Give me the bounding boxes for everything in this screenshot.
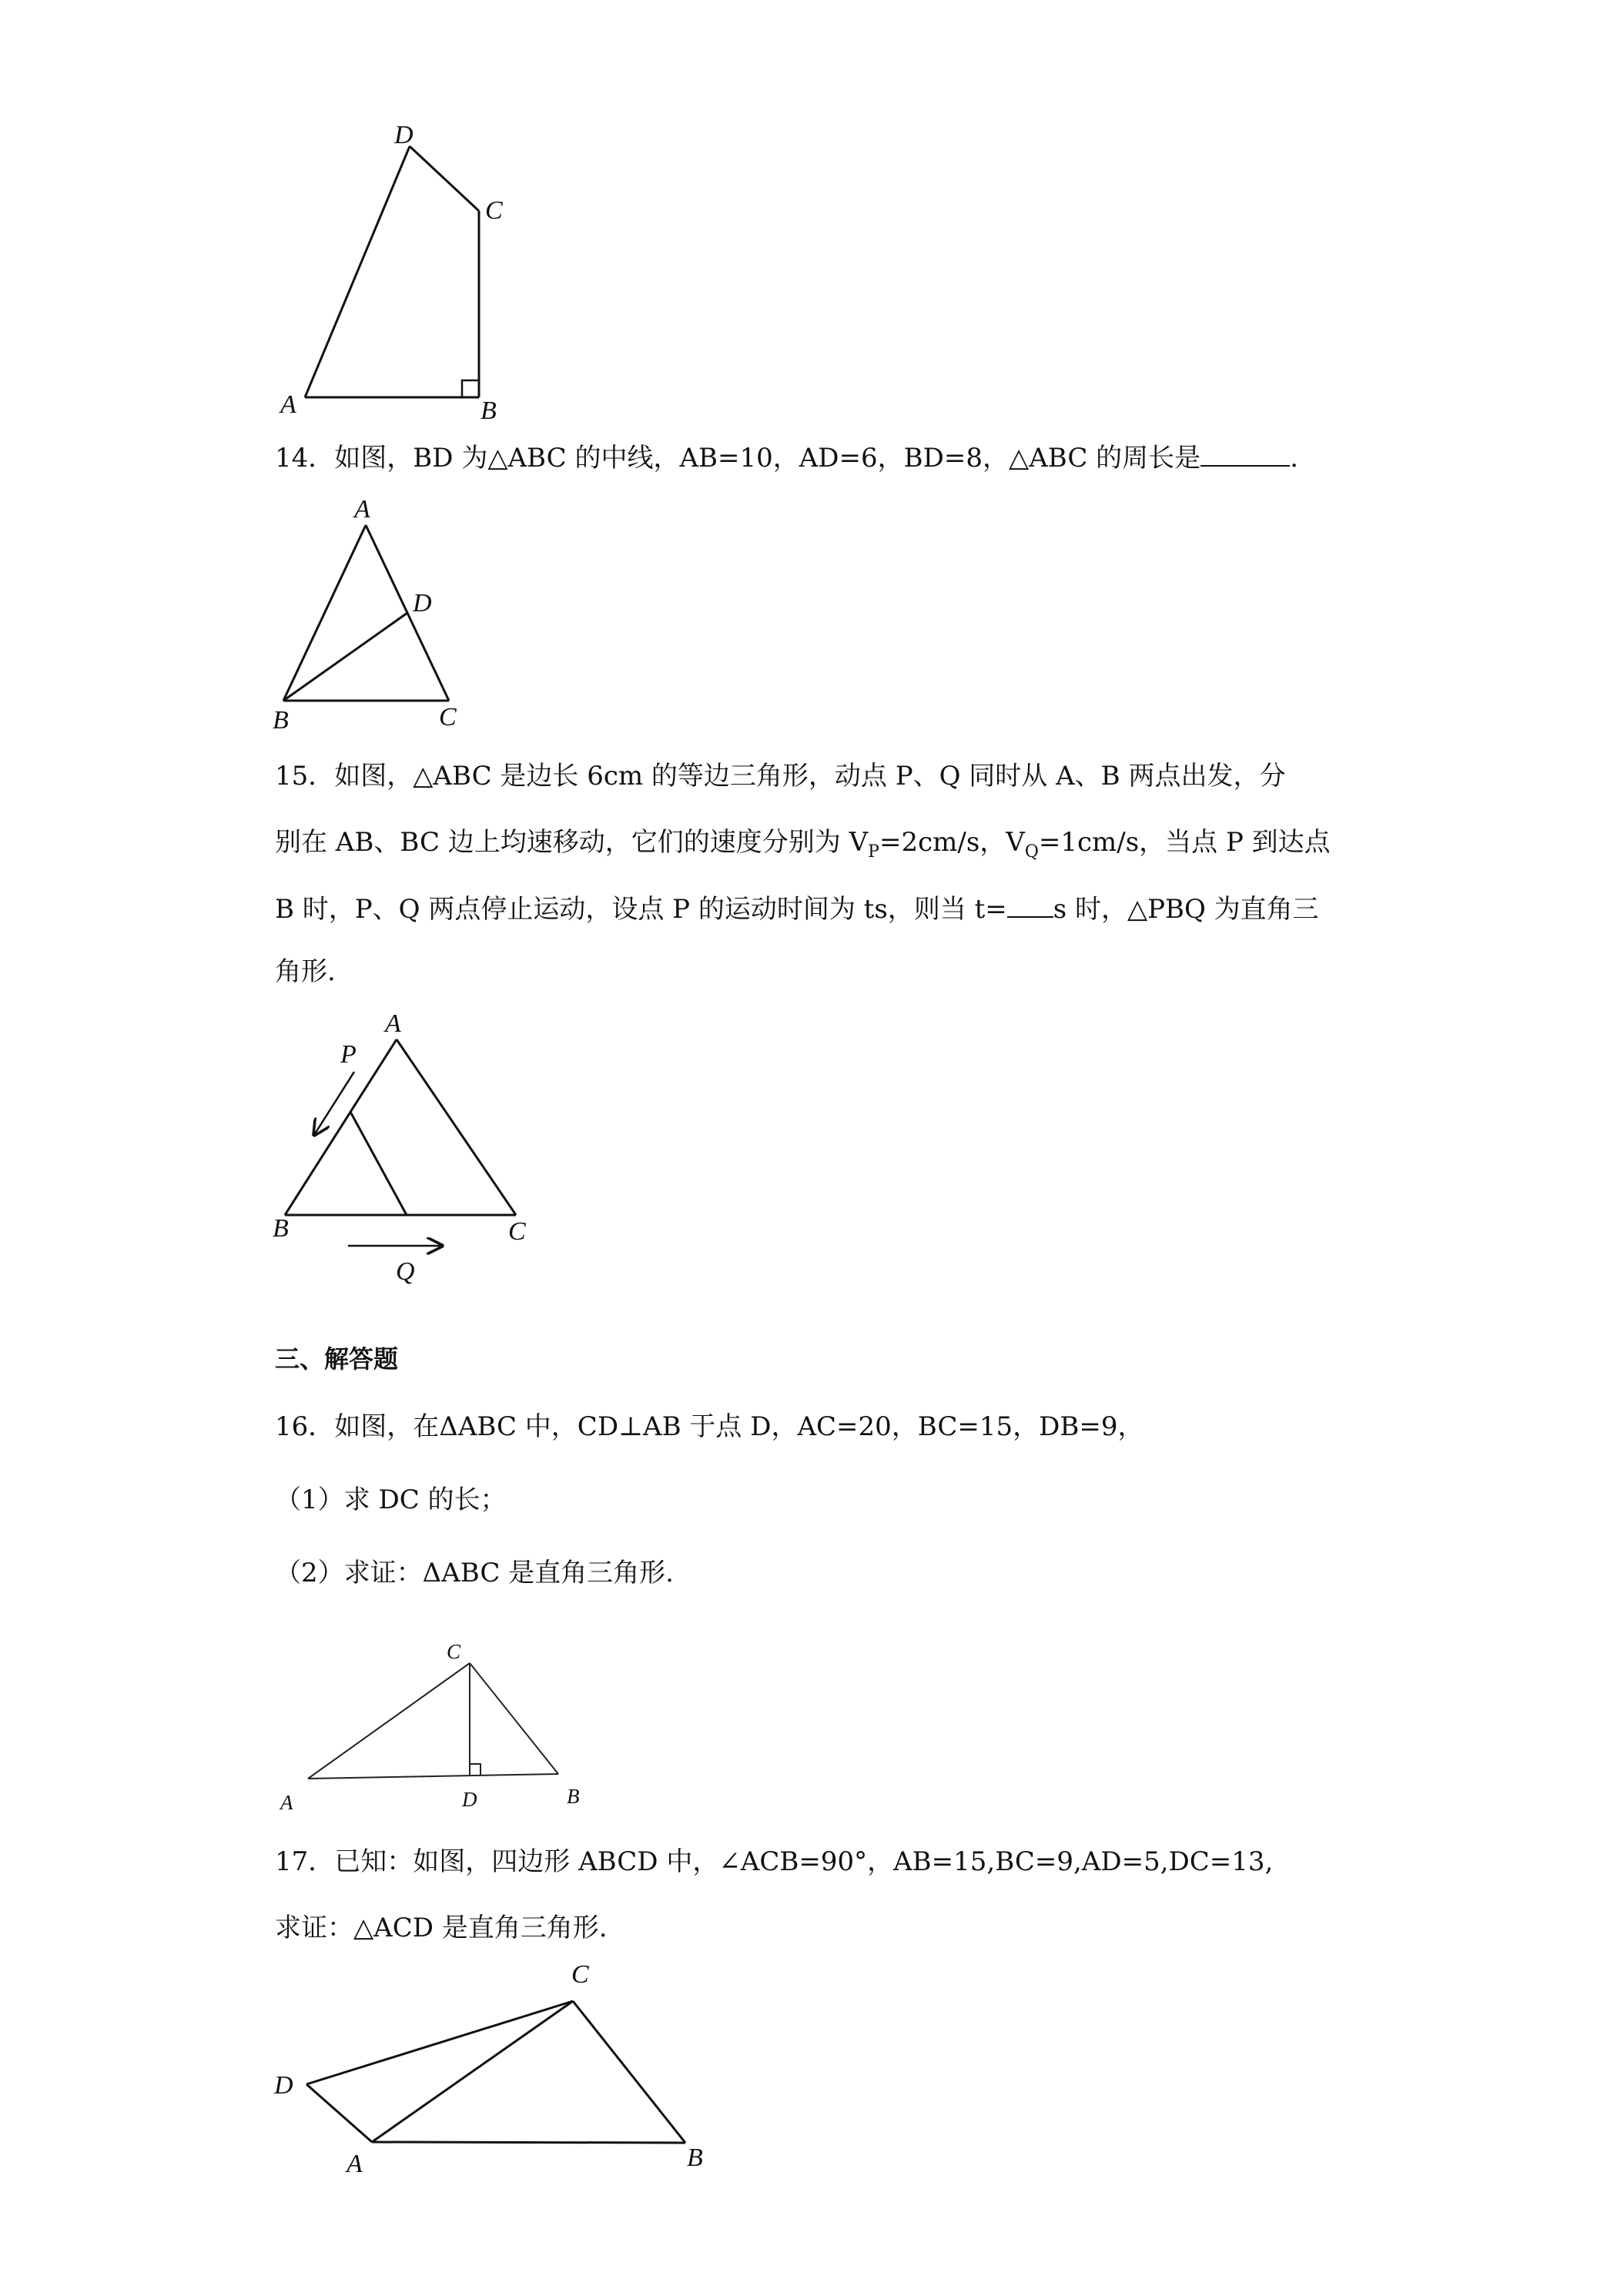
question-16-part-2: （2）求证：ΔABC 是直角三角形. [275,1558,674,1588]
point-label-d: D [462,1788,477,1811]
figure-equilateral-triangle-pq [270,1009,547,1301]
point-label-q: Q [396,1257,415,1286]
segment-cb [573,2001,685,2143]
question-15-line-3 [275,893,1319,925]
q15-line2-part-a: 别在 AB、BC 边上均速移动，它们的速度分别为 V [275,827,869,858]
segment-ad [305,146,410,397]
question-17-line-2: 求证：△ACD 是直角三角形. [275,1913,608,1943]
q15-sub-q: Q [1024,842,1039,862]
vertex-label-c: C [439,703,457,731]
vertex-label-a: A [280,390,296,419]
question-15-line-4: 角形. [275,956,336,987]
question-15-line-2 [275,827,1331,868]
segment-dc [410,146,479,211]
vertex-label-a: A [280,1791,293,1814]
vertex-label-d: D [413,589,432,618]
segment-bd-median [283,613,407,701]
vertex-label-c: C [447,1640,461,1663]
vertex-label-b: B [273,1214,289,1243]
question-14-text [275,442,1298,474]
vertex-label-a: A [385,1009,401,1038]
segment-pq [350,1112,407,1215]
segment-ab [283,525,366,701]
right-angle-mark [462,380,479,397]
segment-ab [308,1774,558,1779]
point-label-p: P [340,1040,357,1069]
vertex-label-b: B [481,397,497,425]
segment-ac [308,1663,470,1779]
vertex-label-d: D [394,121,414,149]
figure-triangle-abc-median [270,493,493,739]
q15-line3-part-a: B 时，P、Q 两点停止运动，设点 P 的运动时间为 ts，则当 t= [275,894,1007,925]
vertex-label-c: C [508,1217,526,1246]
segment-da [306,2084,372,2142]
q15-line2-part-c: =1cm/s，当点 P 到达点 [1038,827,1331,858]
figure-triangle-abc-altitude [277,1625,601,1817]
figure-quadrilateral-abcd-bottom [270,1952,716,2183]
section-heading-solution-questions: 三、解答题 [275,1344,399,1374]
question-14-end: . [1290,443,1298,474]
vertex-label-a: A [347,2150,363,2178]
vertex-label-b: B [567,1785,580,1808]
question-15-line-1: 15．如图，△ABC 是边长 6cm 的等边三角形，动点 P、Q 同时从 A、B 两点出发，分 [275,761,1286,792]
answer-blank-15[interactable] [1007,893,1053,918]
segment-ac [372,2001,573,2142]
figure-quadrilateral-abcd-top [277,123,524,423]
vertex-label-c: C [571,1960,589,1989]
vertex-label-b: B [273,706,289,735]
question-14-stem: 14．如图，BD 为△ABC 的中线，AB=10，AD=6，BD=8，△ABC 的周长是 [275,443,1201,474]
question-17-line-1: 17．已知：如图，四边形 ABCD 中，∠ACB=90°，AB=15,BC=9,AD=5,DC=13, [275,1846,1274,1877]
q15-sub-p: P [868,842,879,862]
segment-dc [306,2001,573,2084]
segment-ac [397,1039,516,1215]
arrow-p-direction [314,1072,354,1135]
vertex-label-d: D [274,2071,293,2100]
question-16-line-1: 16．如图，在ΔABC 中，CD⊥AB 于点 D，AC=20，BC=15，DB=9， [275,1411,1144,1442]
vertex-label-a: A [354,495,370,524]
vertex-label-b: B [687,2144,703,2172]
vertex-label-c: C [485,196,503,225]
q15-line2-part-b: =2cm/s，V [879,827,1025,858]
question-16-part-1: （1）求 DC 的长； [275,1484,507,1515]
q15-line3-part-b: s 时，△PBQ 为直角三 [1053,894,1319,925]
segment-cb [470,1663,558,1774]
segment-ab [372,2142,685,2143]
answer-blank-14[interactable] [1200,442,1290,467]
right-angle-mark [470,1764,481,1776]
